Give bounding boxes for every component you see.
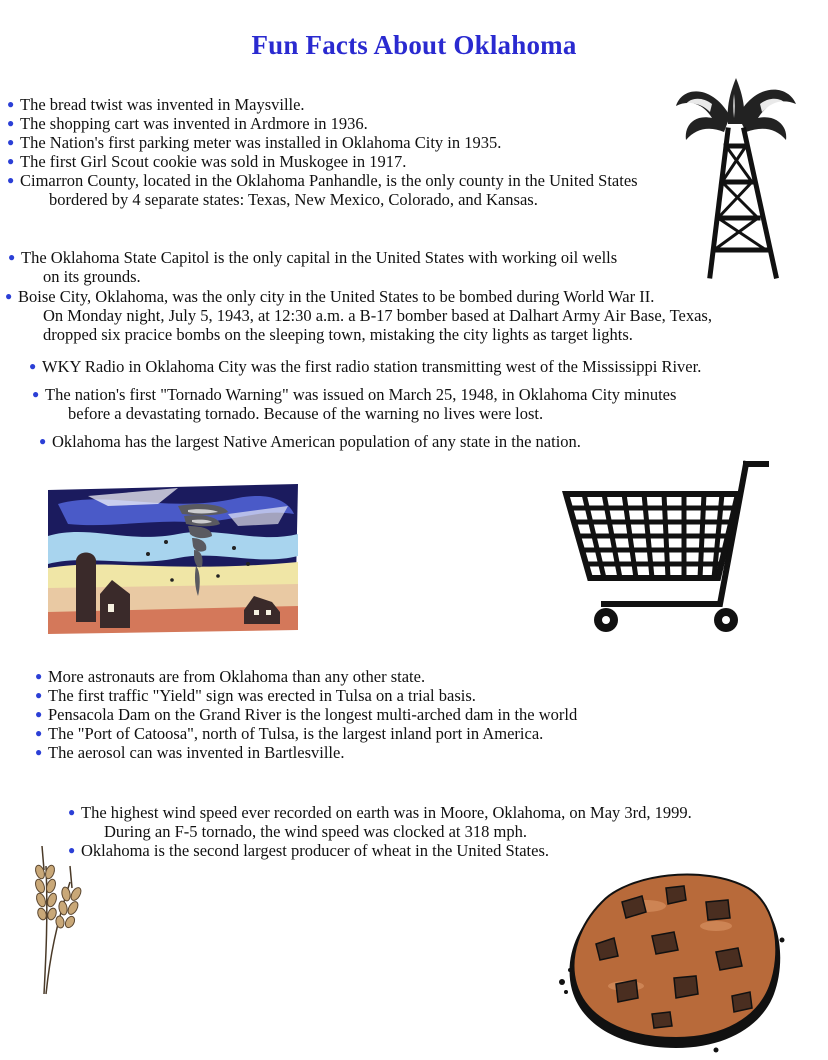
- fact-text-continued: During an F-5 tornado, the wind speed was clocked at 318 mph.: [104, 822, 527, 841]
- fact-item: [68, 841, 549, 860]
- bullet-icon: ●: [35, 669, 43, 683]
- fact-item: [7, 95, 305, 114]
- bullet-icon: ●: [35, 726, 43, 740]
- bullet-icon: ●: [32, 387, 40, 401]
- fact-text: WKY Radio in Oklahoma City was the first radio station transmitting west of the Mississippi River.: [42, 357, 702, 376]
- fact-item: [5, 287, 712, 344]
- fact-item: [35, 686, 476, 705]
- fact-item: [35, 724, 544, 743]
- bullet-icon: ●: [68, 843, 76, 857]
- fact-text: The aerosol can was invented in Bartlesville.: [48, 743, 345, 762]
- fact-text: More astronauts are from Oklahoma than any other state.: [48, 667, 426, 686]
- wheat-icon: [30, 836, 90, 996]
- fact-text: The highest wind speed ever recorded on earth was in Moore, Oklahoma, on May 3rd, 1999.: [81, 803, 692, 822]
- fact-text-continued: bordered by 4 separate states: Texas, New Mexico, Colorado, and Kansas.: [49, 190, 538, 209]
- fact-text: Boise City, Oklahoma, was the only city in the United States to be bombed during World War II.: [18, 287, 655, 306]
- fact-text: Oklahoma is the second largest producer of wheat in the United States.: [81, 841, 549, 860]
- bullet-icon: ●: [7, 135, 15, 149]
- fact-text: The first traffic "Yield" sign was erected in Tulsa on a trial basis.: [48, 686, 476, 705]
- fact-text: The first Girl Scout cookie was sold in Muskogee in 1917.: [20, 152, 407, 171]
- bullet-icon: ●: [8, 250, 16, 264]
- fact-item: [35, 705, 578, 724]
- fact-text: The Oklahoma State Capitol is the only capital in the United States with working oil wells: [21, 248, 618, 267]
- fact-item: [7, 152, 407, 171]
- fact-item: [7, 171, 638, 209]
- fact-item: [8, 248, 618, 286]
- fact-text: The "Port of Catoosa", north of Tulsa, is the largest inland port in America.: [48, 724, 544, 743]
- fact-text: The nation's first "Tornado Warning" was issued on March 25, 1948, in Oklahoma City minutes: [45, 385, 677, 404]
- fact-item: [7, 133, 502, 152]
- bullet-icon: ●: [7, 154, 15, 168]
- fact-text-continued: dropped six pracice bombs on the sleeping town, mistaking the city lights as target lights.: [43, 325, 633, 344]
- fact-item: [32, 385, 677, 423]
- bullet-icon: ●: [68, 805, 76, 819]
- fact-item: [35, 743, 345, 762]
- fact-item: [29, 357, 702, 376]
- bullet-icon: ●: [7, 97, 15, 111]
- fact-text: Cimarron County, located in the Oklahoma Panhandle, is the only county in the United States: [20, 171, 638, 190]
- bullet-icon: ●: [35, 745, 43, 759]
- fact-text-continued: on its grounds.: [43, 267, 141, 286]
- bullet-icon: ●: [29, 359, 37, 373]
- page-title: Fun Facts About Oklahoma: [251, 30, 577, 60]
- oil-well-icon: [672, 74, 800, 280]
- fact-item: [68, 803, 692, 841]
- bullet-icon: ●: [35, 688, 43, 702]
- fact-text: The Nation's first parking meter was installed in Oklahoma City in 1935.: [20, 133, 502, 152]
- bullet-icon: ●: [7, 116, 15, 130]
- fact-text-continued: before a devastating tornado. Because of the warning no lives were lost.: [68, 404, 544, 423]
- bullet-icon: ●: [39, 434, 47, 448]
- fact-text: The shopping cart was invented in Ardmore in 1936.: [20, 114, 368, 133]
- bullet-icon: ●: [5, 289, 13, 303]
- cookie-icon: [556, 866, 788, 1056]
- fact-text-continued: On Monday night, July 5, 1943, at 12:30 a.m. a B-17 bomber based at Dalhart Army Air Base, Texas,: [43, 306, 712, 325]
- bullet-icon: ●: [7, 173, 15, 187]
- bullet-icon: ●: [35, 707, 43, 721]
- fact-item: [39, 432, 581, 451]
- fact-text: Oklahoma has the largest Native American population of any state in the nation.: [52, 432, 581, 451]
- fact-text: The bread twist was invented in Maysville.: [20, 95, 305, 114]
- tornado-icon: [48, 484, 298, 642]
- shopping-cart-icon: [560, 458, 772, 638]
- fact-item: [7, 114, 368, 133]
- fact-text: Pensacola Dam on the Grand River is the longest multi-arched dam in the world: [48, 705, 578, 724]
- fact-item: [35, 667, 426, 686]
